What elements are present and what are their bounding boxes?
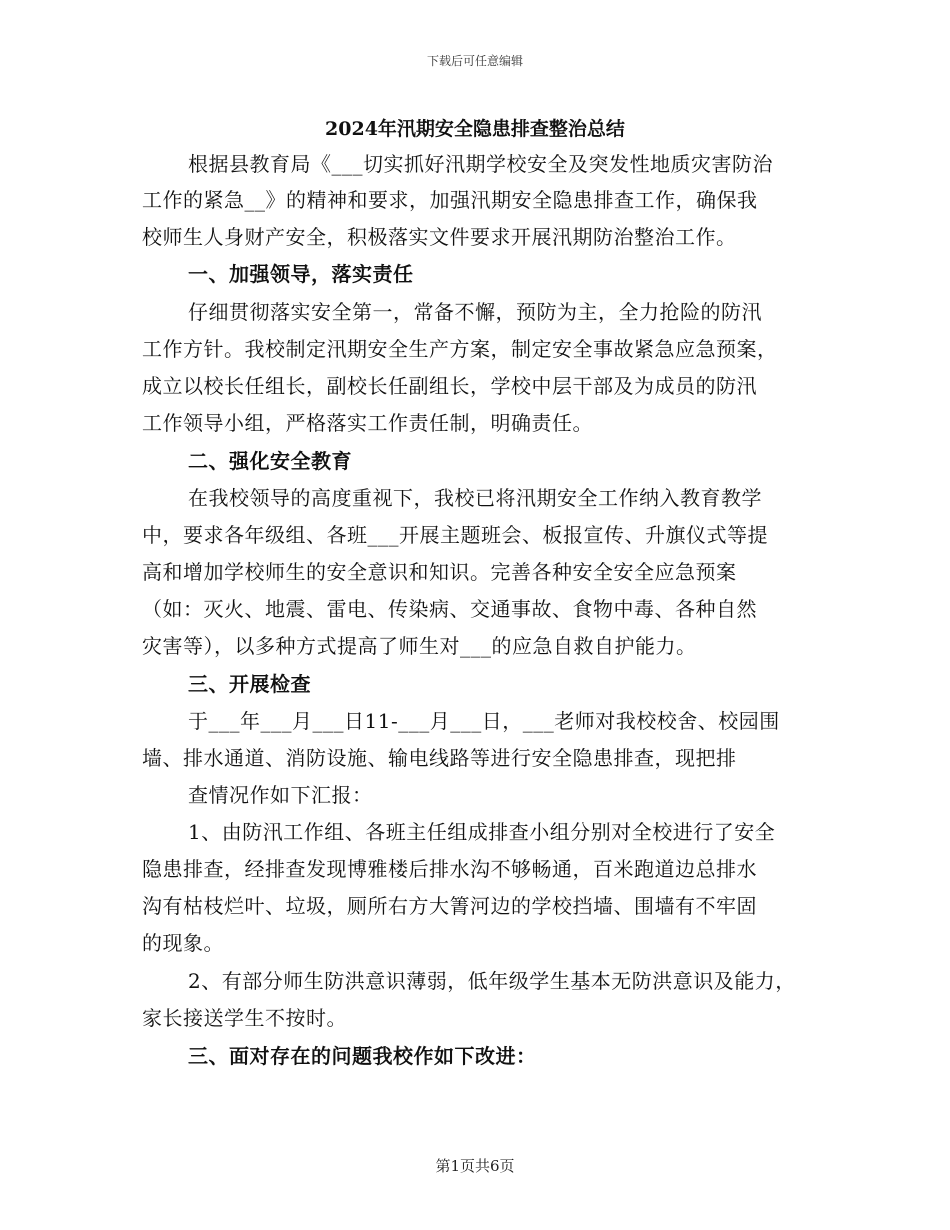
page-footer: 第1页共6页 [435, 1157, 515, 1175]
paragraph-line: 查情况作如下汇报： [188, 783, 373, 807]
paragraph-line: 墙、排水通道、消防设施、输电线路等进行安全隐患排查，现把排 [142, 746, 737, 770]
paragraph-line: 成立以校长任组长，副校长任副组长，学校中层干部及为成员的防汛 [142, 374, 757, 398]
section-heading: 三、开展检查 [188, 672, 311, 696]
document-title: 2024年汛期安全隐患排查整治总结 [325, 118, 625, 140]
paragraph-line: 在我校领导的高度重视下，我校已将汛期安全工作纳入教育教学 [188, 486, 762, 510]
paragraph-line: 高和增加学校师生的安全意识和知识。完善各种安全安全应急预案 [142, 560, 737, 584]
paragraph-line: 工作的紧急__》的精神和要求，加强汛期安全隐患排查工作，确保我 [142, 188, 758, 212]
paragraph-line: 中，要求各年级组、各班___开展主题班会、板报宣传、升旗仪式等提 [142, 523, 768, 547]
paragraph-line: 灾害等），以多种方式提高了师生对___的应急自救自护能力。 [142, 634, 697, 658]
paragraph-line: （如：灭火、地震、雷电、传染病、交通事故、食物中毒、各种自然 [142, 597, 757, 621]
paragraph-line: 工作方针。我校制定汛期安全生产方案，制定安全事故紧急应急预案， [142, 337, 778, 361]
paragraph-line: 于___年___月___日11-___月___日，___老师对我校校舍、校园围 [188, 709, 780, 733]
paragraph-line: 工作领导小组，严格落实工作责任制，明确责任。 [142, 411, 593, 435]
paragraph-line: 校师生人身财产安全，积极落实文件要求开展汛期防治整治工作。 [142, 225, 737, 249]
paragraph-line: 家长接送学生不按时。 [142, 1006, 347, 1030]
paragraph-line: 2、有部分师生防洪意识薄弱，低年级学生基本无防洪意识及能力， [188, 969, 796, 993]
page-header: 下载后可任意编辑 [426, 54, 523, 68]
paragraph-line: 仔细贯彻落实安全第一，常备不懈，预防为主，全力抢险的防汛 [188, 300, 762, 324]
section-heading: 三、面对存在的问题我校作如下改进： [188, 1044, 537, 1068]
section-heading: 一、加强领导，落实责任 [188, 262, 414, 286]
paragraph-line: 1、由防汛工作组、各班主任组成排查小组分别对全校进行了安全 [188, 820, 776, 844]
section-heading: 二、强化安全教育 [188, 449, 352, 473]
paragraph-line: 的现象。 [142, 931, 224, 955]
paragraph-line: 隐患排查，经排查发现博雅楼后排水沟不够畅通，百米跑道边总排水 [142, 857, 757, 881]
paragraph-line: 根据县教育局《___切实抓好汛期学校安全及突发性地质灾害防治 [188, 152, 773, 176]
paragraph-line: 沟有枯枝烂叶、垃圾，厕所右方大箐河边的学校挡墙、围墙有不牢固 [142, 894, 757, 918]
